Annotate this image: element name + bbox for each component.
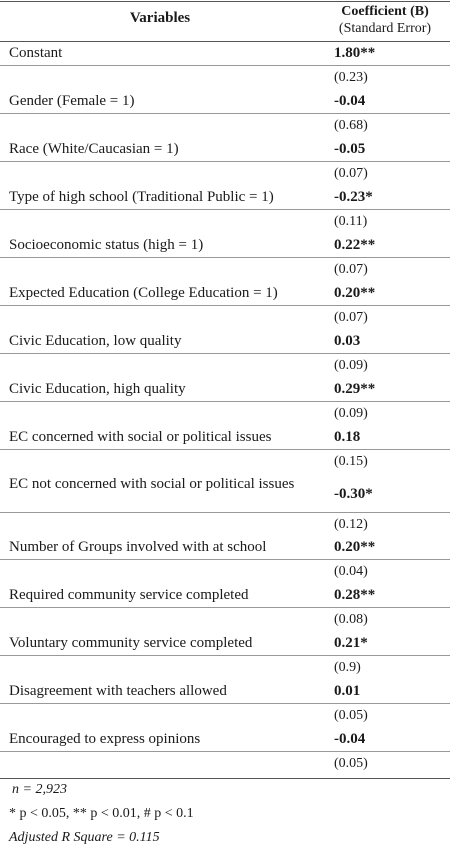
row-variable: Race (White/Caucasian = 1) xyxy=(9,141,179,157)
row-variable: Gender (Female = 1) xyxy=(9,93,135,109)
row-separator xyxy=(0,257,450,258)
row-variable: Voluntary community service completed xyxy=(9,635,253,651)
header-coefficient-subtitle: (Standard Error) xyxy=(338,21,432,36)
row-separator xyxy=(0,209,450,210)
row-variable: Required community service completed xyxy=(9,587,249,603)
row-separator xyxy=(0,113,450,114)
footer-n: n = 2,923 xyxy=(12,782,67,797)
row-variable: Number of Groups involved with at school xyxy=(9,539,267,555)
row-variable: Civic Education, low quality xyxy=(9,333,182,349)
row-standard-error: (0.15) xyxy=(334,454,368,469)
row-variable: Civic Education, high quality xyxy=(9,381,186,397)
row-coefficient: 0.18 xyxy=(334,429,361,445)
row-separator xyxy=(0,449,450,450)
row-separator xyxy=(0,607,450,608)
footer-adj-r-square: Adjusted R Square = 0.115 xyxy=(9,830,160,845)
row-separator xyxy=(0,65,450,66)
row-standard-error: (0.08) xyxy=(334,612,368,627)
row-standard-error: (0.07) xyxy=(334,262,368,277)
row-variable: EC concerned with social or political issues xyxy=(9,429,272,445)
row-separator xyxy=(0,401,450,402)
row-variable: Encouraged to express opinions xyxy=(9,731,201,747)
row-coefficient: 0.29** xyxy=(334,381,376,397)
row-separator xyxy=(0,751,450,752)
row-standard-error: (0.9) xyxy=(334,660,361,675)
row-coefficient: 0.28** xyxy=(334,587,376,603)
row-variable: Constant xyxy=(9,45,63,61)
row-standard-error: (0.12) xyxy=(334,517,368,532)
row-standard-error: (0.09) xyxy=(334,358,368,373)
row-coefficient: 0.20** xyxy=(334,539,376,555)
row-coefficient: -0.04 xyxy=(334,731,366,747)
header-variables: Variables xyxy=(129,10,191,26)
footer-significance: * p < 0.05, ** p < 0.01, # p < 0.1 xyxy=(9,806,194,821)
row-coefficient: 0.22** xyxy=(334,237,376,253)
row-variable: Type of high school (Traditional Public = 1) xyxy=(9,189,274,205)
header-coefficient xyxy=(320,3,450,37)
row-coefficient: -0.23* xyxy=(334,189,373,205)
header-coefficient-title: Coefficient (B) xyxy=(341,4,429,19)
top-rule xyxy=(0,1,450,2)
row-standard-error: (0.05) xyxy=(334,756,368,771)
row-separator xyxy=(0,703,450,704)
row-coefficient: -0.05 xyxy=(334,141,366,157)
row-coefficient: 0.01 xyxy=(334,683,361,699)
row-standard-error: (0.07) xyxy=(334,310,368,325)
row-separator xyxy=(0,559,450,560)
row-standard-error: (0.68) xyxy=(334,118,368,133)
header-rule xyxy=(0,41,450,42)
row-variable: Expected Education (College Education = 1) xyxy=(9,285,278,301)
row-separator xyxy=(0,161,450,162)
row-variable: EC not concerned with social or political issues xyxy=(9,476,295,492)
row-standard-error: (0.09) xyxy=(334,406,368,421)
row-separator xyxy=(0,305,450,306)
row-coefficient: -0.30* xyxy=(334,486,373,502)
row-separator xyxy=(0,655,450,656)
row-standard-error: (0.11) xyxy=(334,214,368,229)
row-standard-error: (0.07) xyxy=(334,166,368,181)
row-coefficient: -0.04 xyxy=(334,93,366,109)
bottom-rule xyxy=(0,778,450,779)
row-separator xyxy=(0,353,450,354)
row-separator xyxy=(0,512,450,513)
row-standard-error: (0.04) xyxy=(334,564,368,579)
row-coefficient: 1.80** xyxy=(334,45,376,61)
row-standard-error: (0.23) xyxy=(334,70,368,85)
row-standard-error: (0.05) xyxy=(334,708,368,723)
row-coefficient: 0.20** xyxy=(334,285,376,301)
row-coefficient: 0.21* xyxy=(334,635,368,651)
row-variable: Disagreement with teachers allowed xyxy=(9,683,227,699)
row-variable: Socioeconomic status (high = 1) xyxy=(9,237,204,253)
row-coefficient: 0.03 xyxy=(334,333,361,349)
